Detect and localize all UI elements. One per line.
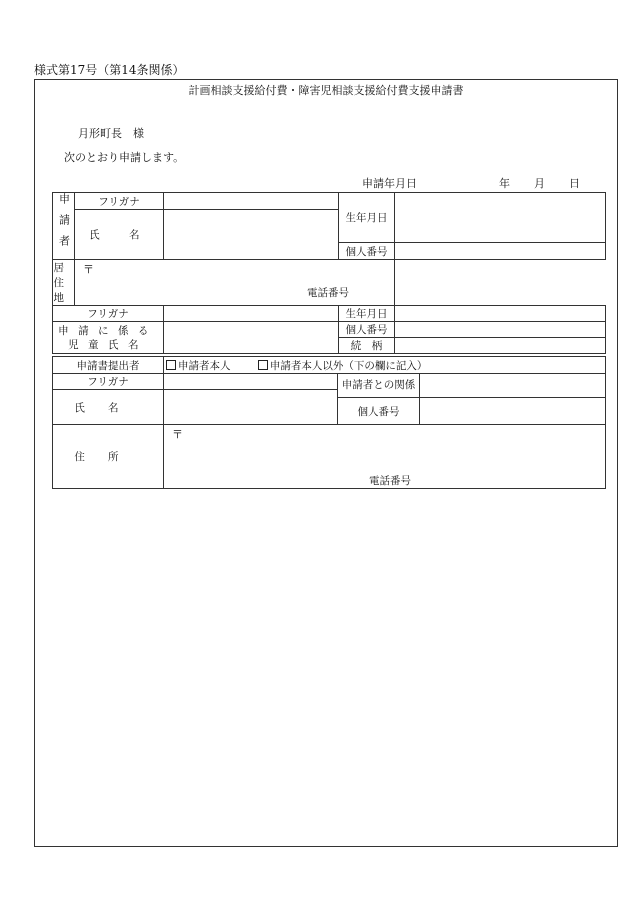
applicant-name-label: 氏 名	[75, 210, 164, 260]
applicant-personal-number-input[interactable]	[395, 243, 606, 260]
application-date-label: 申請年月日	[362, 177, 417, 190]
postal-mark: 〒	[172, 428, 183, 441]
submitter-name-label: 氏名	[53, 390, 164, 425]
submitter-self-option[interactable]: 申請者本人	[166, 358, 231, 373]
submitter-relation-input[interactable]	[420, 374, 606, 398]
applicant-personal-number-label: 個人番号	[339, 243, 395, 260]
intro-text: 次のとおり申請します。	[64, 151, 185, 164]
applicant-section-label: 申請者	[53, 193, 75, 260]
checkbox-icon[interactable]	[258, 360, 268, 370]
applicant-table	[52, 192, 606, 354]
submitter-options	[164, 357, 606, 374]
checkbox-icon[interactable]	[166, 360, 176, 370]
applicant-phone-label: 電話番号	[307, 287, 349, 299]
submitter-furigana-input[interactable]	[164, 374, 338, 390]
submitter-address-label: 住所	[53, 425, 164, 489]
submitter-label: 申請書提出者	[53, 357, 164, 374]
submitter-personal-number-input[interactable]	[420, 398, 606, 425]
child-relationship-input[interactable]	[395, 338, 606, 354]
child-personal-number-label: 個人番号	[339, 322, 395, 338]
submitter-other-option[interactable]: 申請者本人以外（下の欄に記入）	[258, 358, 428, 373]
submitter-table	[52, 356, 606, 489]
date-day-label: 日	[569, 177, 580, 190]
postal-mark: 〒	[83, 263, 94, 276]
applicant-address-label: 居住地	[53, 260, 75, 306]
applicant-address-input[interactable]	[75, 260, 395, 306]
addressee: 月形町長 様	[78, 127, 144, 140]
date-month-label: 月	[534, 177, 545, 190]
applicant-birthdate-input[interactable]	[395, 193, 606, 243]
child-personal-number-input[interactable]	[395, 322, 606, 338]
submitter-name-input[interactable]	[164, 390, 338, 425]
applicant-furigana-input[interactable]	[164, 193, 339, 210]
child-birthdate-input[interactable]	[395, 306, 606, 322]
applicant-name-input[interactable]	[164, 210, 339, 260]
child-name-label: 申請に係る 児童氏名	[53, 322, 164, 354]
submitter-relation-label: 申請者との関係	[338, 374, 420, 398]
submitter-phone-label: 電話番号	[369, 475, 411, 487]
form-title: 計画相談支援給付費・障害児相談支援給付費支援申請書	[188, 84, 464, 97]
child-birthdate-label: 生年月日	[339, 306, 395, 322]
applicant-furigana-label: フリガナ	[75, 193, 164, 210]
date-year-label: 年	[499, 177, 510, 190]
child-furigana-label: フリガナ	[53, 306, 164, 322]
submitter-address-input[interactable]	[164, 425, 606, 489]
submitter-personal-number-label: 個人番号	[338, 398, 420, 425]
submitter-furigana-label: フリガナ	[53, 374, 164, 390]
child-relationship-label: 続 柄	[339, 338, 395, 354]
child-name-input[interactable]	[164, 322, 339, 354]
form-number-label: 様式第17号（第14条関係）	[34, 63, 185, 77]
child-furigana-input[interactable]	[164, 306, 339, 322]
applicant-birthdate-label: 生年月日	[339, 193, 395, 243]
